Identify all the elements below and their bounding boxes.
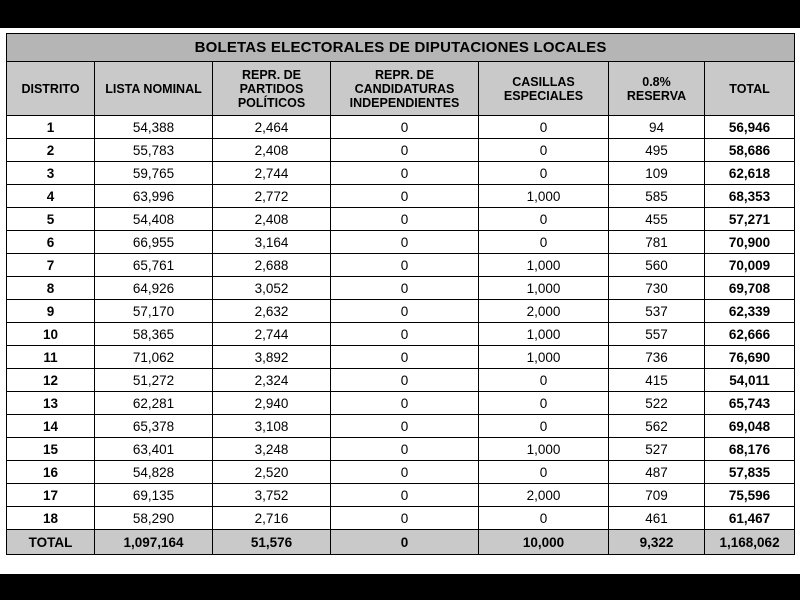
cell-total: 62,618 [705, 162, 795, 185]
table-row [7, 346, 795, 369]
cell-total: 61,467 [705, 507, 795, 530]
cell-distrito: 12 [7, 369, 95, 392]
cell-independientes: 0 [331, 369, 479, 392]
cell-partidos: 2,324 [213, 369, 331, 392]
cell-lista-nominal: 66,955 [95, 231, 213, 254]
cell-totals-lista-nominal: 1,097,164 [95, 530, 213, 555]
cell-total: 54,011 [705, 369, 795, 392]
cell-reserva: 730 [609, 277, 705, 300]
cell-independientes: 0 [331, 208, 479, 231]
cell-independientes: 0 [331, 438, 479, 461]
cell-distrito: 6 [7, 231, 95, 254]
cell-independientes: 0 [331, 231, 479, 254]
cell-partidos: 2,688 [213, 254, 331, 277]
cell-casillas: 0 [479, 139, 609, 162]
cell-total: 65,743 [705, 392, 795, 415]
table-title: BOLETAS ELECTORALES DE DIPUTACIONES LOCALES [7, 34, 795, 62]
cell-distrito: 3 [7, 162, 95, 185]
cell-distrito: 7 [7, 254, 95, 277]
cell-partidos: 2,632 [213, 300, 331, 323]
cell-lista-nominal: 65,761 [95, 254, 213, 277]
cell-total: 56,946 [705, 116, 795, 139]
cell-casillas: 0 [479, 231, 609, 254]
cell-reserva: 94 [609, 116, 705, 139]
cell-total: 70,900 [705, 231, 795, 254]
cell-partidos: 2,408 [213, 139, 331, 162]
cell-reserva: 736 [609, 346, 705, 369]
cell-reserva: 461 [609, 507, 705, 530]
table-row [7, 369, 795, 392]
cell-casillas: 1,000 [479, 254, 609, 277]
column-header-casillas-especiales: CASILLAS ESPECIALES [479, 62, 609, 116]
cell-total: 58,686 [705, 139, 795, 162]
table-row [7, 254, 795, 277]
cell-casillas: 2,000 [479, 300, 609, 323]
cell-independientes: 0 [331, 484, 479, 507]
cell-total: 62,339 [705, 300, 795, 323]
table-row [7, 415, 795, 438]
cell-independientes: 0 [331, 254, 479, 277]
cell-partidos: 2,744 [213, 323, 331, 346]
cell-distrito: 15 [7, 438, 95, 461]
cell-reserva: 487 [609, 461, 705, 484]
cell-independientes: 0 [331, 415, 479, 438]
cell-distrito: 8 [7, 277, 95, 300]
cell-partidos: 3,752 [213, 484, 331, 507]
cell-totals-reserva: 9,322 [609, 530, 705, 555]
table-row [7, 507, 795, 530]
cell-independientes: 0 [331, 346, 479, 369]
cell-independientes: 0 [331, 392, 479, 415]
cell-lista-nominal: 58,365 [95, 323, 213, 346]
table-row [7, 231, 795, 254]
cell-reserva: 109 [609, 162, 705, 185]
cell-reserva: 560 [609, 254, 705, 277]
cell-distrito: 16 [7, 461, 95, 484]
cell-partidos: 2,716 [213, 507, 331, 530]
cell-independientes: 0 [331, 461, 479, 484]
cell-partidos: 2,744 [213, 162, 331, 185]
cell-casillas: 0 [479, 415, 609, 438]
cell-partidos: 2,772 [213, 185, 331, 208]
cell-lista-nominal: 59,765 [95, 162, 213, 185]
cell-reserva: 537 [609, 300, 705, 323]
cell-total: 57,271 [705, 208, 795, 231]
cell-partidos: 2,940 [213, 392, 331, 415]
cell-partidos: 2,464 [213, 116, 331, 139]
table-row [7, 461, 795, 484]
cell-independientes: 0 [331, 116, 479, 139]
cell-distrito: 2 [7, 139, 95, 162]
cell-totals-partidos: 51,576 [213, 530, 331, 555]
letterbox-top-bar [0, 0, 800, 28]
cell-casillas: 1,000 [479, 323, 609, 346]
cell-partidos: 3,892 [213, 346, 331, 369]
cell-total: 68,353 [705, 185, 795, 208]
cell-reserva: 781 [609, 231, 705, 254]
cell-lista-nominal: 64,926 [95, 277, 213, 300]
cell-total: 76,690 [705, 346, 795, 369]
cell-lista-nominal: 65,378 [95, 415, 213, 438]
cell-reserva: 455 [609, 208, 705, 231]
column-header-lista-nominal: LISTA NOMINAL [95, 62, 213, 116]
cell-independientes: 0 [331, 277, 479, 300]
cell-casillas: 2,000 [479, 484, 609, 507]
ballot-table [6, 33, 795, 555]
cell-distrito: 18 [7, 507, 95, 530]
cell-lista-nominal: 54,828 [95, 461, 213, 484]
cell-partidos: 2,408 [213, 208, 331, 231]
cell-total: 69,048 [705, 415, 795, 438]
cell-lista-nominal: 69,135 [95, 484, 213, 507]
cell-casillas: 0 [479, 162, 609, 185]
cell-casillas: 0 [479, 116, 609, 139]
cell-totals-casillas: 10,000 [479, 530, 609, 555]
cell-distrito: 11 [7, 346, 95, 369]
cell-distrito: 17 [7, 484, 95, 507]
cell-reserva: 709 [609, 484, 705, 507]
cell-lista-nominal: 63,401 [95, 438, 213, 461]
cell-reserva: 557 [609, 323, 705, 346]
table-row [7, 300, 795, 323]
cell-casillas: 0 [479, 507, 609, 530]
cell-reserva: 585 [609, 185, 705, 208]
cell-totals-independientes: 0 [331, 530, 479, 555]
column-header-distrito: DISTRITO [7, 62, 95, 116]
cell-totals-label: TOTAL [7, 530, 95, 555]
column-header-candidaturas-independientes: REPR. DE CANDIDATURAS INDEPENDIENTES [331, 62, 479, 116]
cell-distrito: 9 [7, 300, 95, 323]
cell-lista-nominal: 54,388 [95, 116, 213, 139]
ballot-table-container [6, 33, 794, 560]
table-row [7, 323, 795, 346]
cell-partidos: 2,520 [213, 461, 331, 484]
cell-lista-nominal: 62,281 [95, 392, 213, 415]
table-row [7, 116, 795, 139]
cell-casillas: 1,000 [479, 438, 609, 461]
cell-casillas: 0 [479, 461, 609, 484]
table-header-row [7, 62, 795, 116]
cell-reserva: 415 [609, 369, 705, 392]
cell-total: 70,009 [705, 254, 795, 277]
cell-independientes: 0 [331, 139, 479, 162]
table-row [7, 277, 795, 300]
cell-total: 57,835 [705, 461, 795, 484]
cell-casillas: 0 [479, 392, 609, 415]
cell-casillas: 0 [479, 208, 609, 231]
cell-casillas: 1,000 [479, 346, 609, 369]
cell-casillas: 0 [479, 369, 609, 392]
cell-total: 69,708 [705, 277, 795, 300]
cell-reserva: 495 [609, 139, 705, 162]
cell-casillas: 1,000 [479, 277, 609, 300]
table-row [7, 185, 795, 208]
cell-lista-nominal: 54,408 [95, 208, 213, 231]
cell-independientes: 0 [331, 185, 479, 208]
cell-totals-total: 1,168,062 [705, 530, 795, 555]
cell-lista-nominal: 58,290 [95, 507, 213, 530]
cell-lista-nominal: 71,062 [95, 346, 213, 369]
table-row [7, 484, 795, 507]
letterbox-bottom-bar [0, 574, 800, 600]
table-totals-row [7, 530, 795, 555]
cell-reserva: 527 [609, 438, 705, 461]
table-row [7, 438, 795, 461]
cell-distrito: 13 [7, 392, 95, 415]
cell-lista-nominal: 63,996 [95, 185, 213, 208]
cell-independientes: 0 [331, 323, 479, 346]
cell-independientes: 0 [331, 300, 479, 323]
cell-distrito: 10 [7, 323, 95, 346]
cell-distrito: 14 [7, 415, 95, 438]
cell-reserva: 522 [609, 392, 705, 415]
cell-independientes: 0 [331, 162, 479, 185]
cell-reserva: 562 [609, 415, 705, 438]
cell-lista-nominal: 57,170 [95, 300, 213, 323]
column-header-reserva: 0.8% RESERVA [609, 62, 705, 116]
cell-total: 75,596 [705, 484, 795, 507]
cell-distrito: 1 [7, 116, 95, 139]
cell-casillas: 1,000 [479, 185, 609, 208]
cell-independientes: 0 [331, 507, 479, 530]
table-row [7, 162, 795, 185]
cell-partidos: 3,164 [213, 231, 331, 254]
table-row [7, 139, 795, 162]
table-row [7, 208, 795, 231]
cell-distrito: 5 [7, 208, 95, 231]
table-row [7, 392, 795, 415]
cell-lista-nominal: 51,272 [95, 369, 213, 392]
cell-total: 68,176 [705, 438, 795, 461]
cell-total: 62,666 [705, 323, 795, 346]
cell-distrito: 4 [7, 185, 95, 208]
table-title-row [7, 34, 795, 62]
cell-partidos: 3,052 [213, 277, 331, 300]
cell-lista-nominal: 55,783 [95, 139, 213, 162]
column-header-total: TOTAL [705, 62, 795, 116]
cell-partidos: 3,248 [213, 438, 331, 461]
cell-partidos: 3,108 [213, 415, 331, 438]
column-header-partidos-politicos: REPR. DE PARTIDOS POLÍTICOS [213, 62, 331, 116]
